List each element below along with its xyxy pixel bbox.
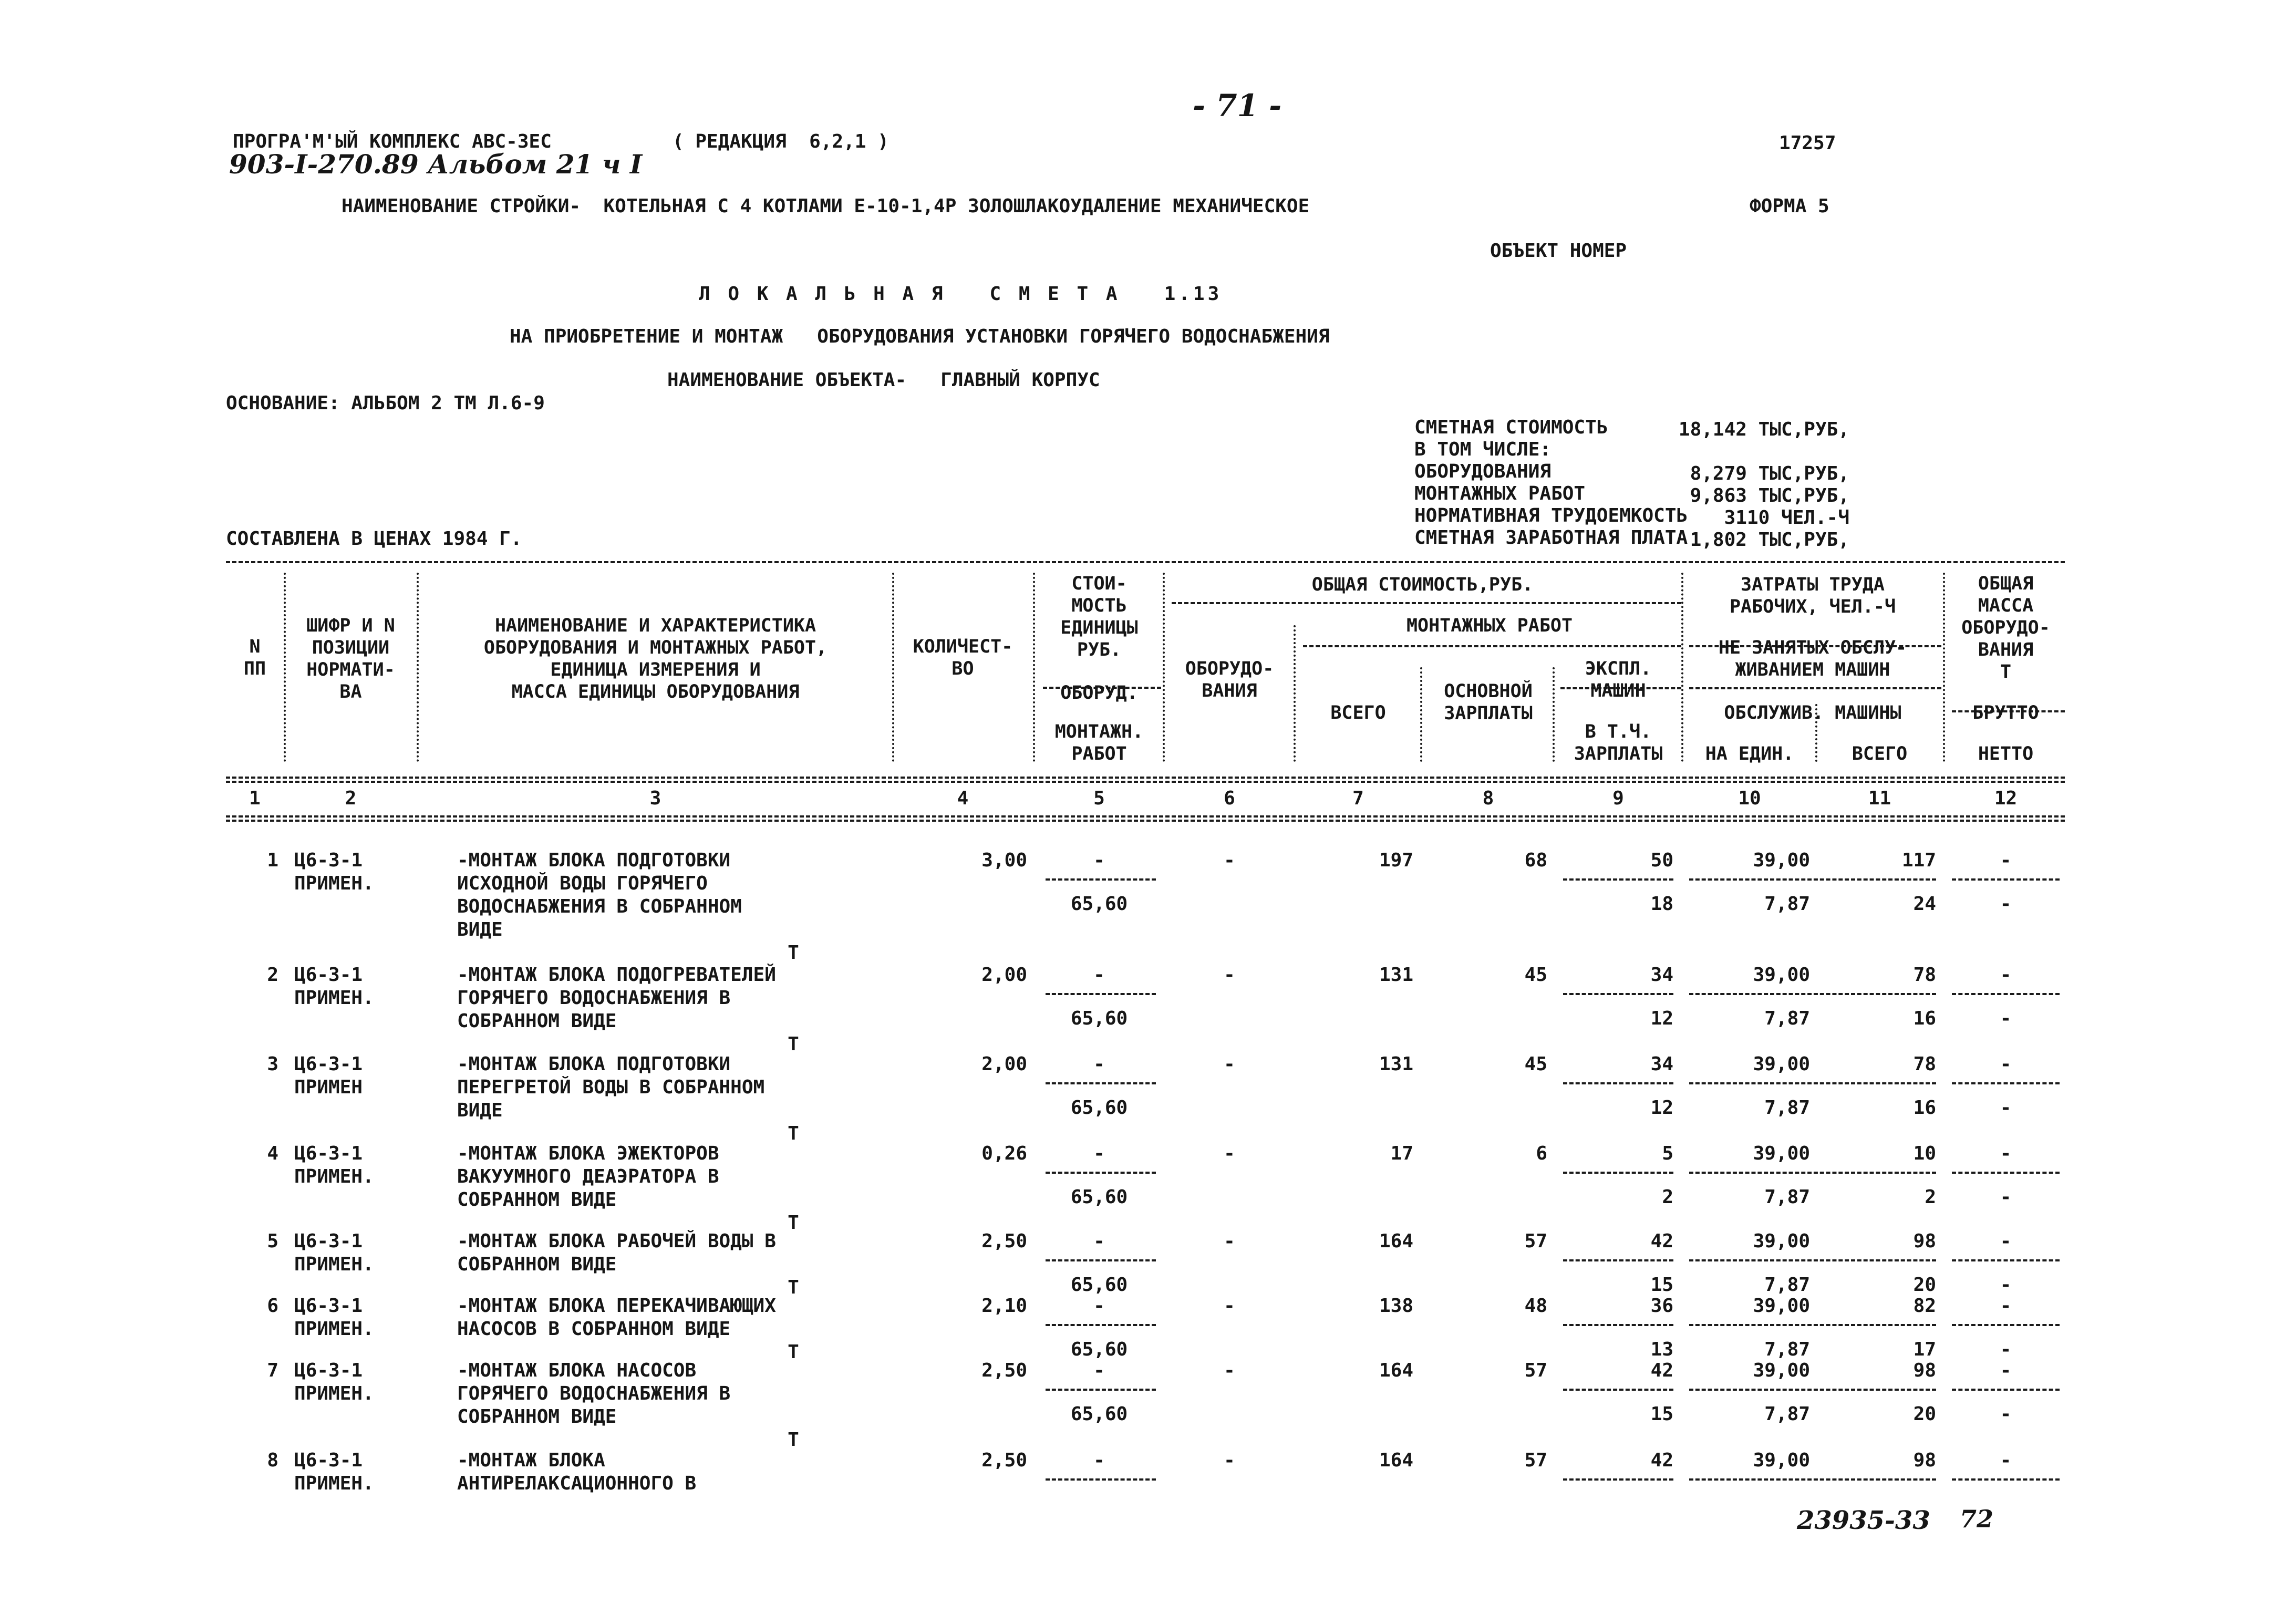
row-apply: ПРИМЕН. bbox=[294, 873, 374, 894]
row-unit-mounting: 65,60 bbox=[1070, 1186, 1128, 1208]
cell-separator bbox=[1689, 1172, 1936, 1174]
row-machine-salary: 15 bbox=[1650, 1274, 1673, 1296]
header-subrule bbox=[1689, 687, 1941, 689]
row-labor-per-unit: 39,00 bbox=[1753, 1143, 1810, 1164]
column-divider bbox=[284, 573, 286, 762]
row-quantity: 2,50 bbox=[981, 1450, 1027, 1471]
row-unit-equipment: - bbox=[1093, 850, 1105, 871]
column-number: 9 bbox=[1612, 788, 1624, 809]
row-equipment: - bbox=[1224, 850, 1235, 871]
row-equipment: - bbox=[1224, 1360, 1235, 1381]
estimate-title: Л О К А Л Ь Н А Я С М Е Т А 1.13 bbox=[699, 283, 1223, 305]
row-code: Ц6-3-1 bbox=[294, 1295, 363, 1317]
column-divider bbox=[1553, 667, 1555, 762]
column-number: 10 bbox=[1738, 788, 1761, 809]
cell-separator bbox=[1952, 1172, 2060, 1174]
row-name-line: ВАКУУМНОГО ДЕАЭРАТОРА В bbox=[457, 1166, 719, 1187]
row-name-line: -МОНТАЖ БЛОКА ПОДОГРЕВАТЕЛЕЙ bbox=[457, 964, 776, 986]
row-code: Ц6-3-1 bbox=[294, 1230, 363, 1252]
cell-separator bbox=[1952, 1082, 2060, 1084]
cell-separator bbox=[1952, 1259, 2060, 1261]
cell-separator bbox=[1563, 993, 1673, 995]
row-labor-total: 98 bbox=[1913, 1450, 1936, 1471]
column-number: 3 bbox=[649, 788, 661, 809]
summary-label: СМЕТНАЯ ЗАРАБОТНАЯ ПЛАТА bbox=[1414, 527, 1688, 549]
summary-value: 18,142 ТЫС,РУБ, bbox=[1678, 419, 1849, 440]
cell-separator bbox=[1046, 1478, 1156, 1481]
cell-separator bbox=[1046, 993, 1156, 995]
column-divider bbox=[1943, 573, 1945, 762]
row-name-line: ПЕРЕГРЕТОЙ ВОДЫ В СОБРАННОМ bbox=[457, 1077, 765, 1098]
header-rule bbox=[226, 777, 2065, 783]
row-labor-per-unit: 39,00 bbox=[1753, 964, 1810, 986]
row-labor-salary-per-unit: 7,87 bbox=[1764, 1186, 1810, 1208]
row-mounting-total: 197 bbox=[1379, 850, 1413, 871]
cell-separator bbox=[1046, 1082, 1156, 1084]
header-code: ШИФР И N ПОЗИЦИИ НОРМАТИ- ВА bbox=[306, 615, 395, 702]
row-number: 5 bbox=[267, 1230, 278, 1252]
cell-separator bbox=[1952, 1478, 2060, 1481]
cell-separator bbox=[1952, 1324, 2060, 1326]
column-divider bbox=[1163, 573, 1165, 762]
row-brutto: - bbox=[2000, 1230, 2012, 1252]
row-quantity: 2,10 bbox=[981, 1295, 1027, 1317]
row-labor-salary-per-unit: 7,87 bbox=[1764, 1403, 1810, 1425]
row-labor-salary-per-unit: 7,87 bbox=[1764, 1339, 1810, 1360]
header-mounting-works: МОНТАЖНЫХ РАБОТ bbox=[1406, 615, 1573, 636]
row-unit-equipment: - bbox=[1093, 964, 1105, 986]
row-machines: 42 bbox=[1650, 1360, 1673, 1381]
row-netto: - bbox=[2000, 1274, 2012, 1296]
row-labor-per-unit: 39,00 bbox=[1753, 1450, 1810, 1471]
row-labor-total-salary: 17 bbox=[1913, 1339, 1936, 1360]
row-unit-equipment: - bbox=[1093, 1450, 1105, 1471]
program-name: ПРОГРА'М'ЫЙ КОМПЛЕКС АВС-3ЕС bbox=[233, 131, 552, 152]
header-labor-not-machines: НЕ ЗАНЯТЫХ ОБСЛУ- ЖИВАНИЕМ МАШИН bbox=[1718, 637, 1907, 680]
row-basic-salary: 57 bbox=[1524, 1360, 1547, 1381]
row-brutto: - bbox=[2000, 1295, 2012, 1317]
row-unit-mounting: 65,60 bbox=[1070, 1097, 1128, 1119]
object-name: НАИМЕНОВАНИЕ ОБЪЕКТА- ГЛАВНЫЙ КОРПУС bbox=[667, 369, 1100, 391]
row-labor-total-salary: 16 bbox=[1913, 1097, 1936, 1119]
column-divider bbox=[417, 573, 419, 762]
header-labor: ЗАТРАТЫ ТРУДА РАБОЧИХ, ЧЕЛ.-Ч bbox=[1729, 574, 1896, 617]
row-code: Ц6-3-1 bbox=[294, 1360, 363, 1381]
row-labor-total: 10 bbox=[1913, 1143, 1936, 1164]
cell-separator bbox=[1046, 878, 1156, 881]
column-number: 7 bbox=[1352, 788, 1364, 809]
summary-value: 3110 ЧЕЛ.-Ч bbox=[1724, 507, 1849, 529]
header-unit-mounting: МОНТАЖН. РАБОТ bbox=[1054, 721, 1144, 764]
row-name-line: -МОНТАЖ БЛОКА ПОДГОТОВКИ bbox=[457, 850, 731, 871]
row-brutto: - bbox=[2000, 1053, 2012, 1075]
row-brutto: - bbox=[2000, 1360, 2012, 1381]
cell-separator bbox=[1689, 1259, 1936, 1261]
row-name-line: ВОДОСНАБЖЕНИЯ В СОБРАННОМ bbox=[457, 896, 742, 917]
row-apply: ПРИМЕН. bbox=[294, 1318, 374, 1340]
row-machine-salary: 15 bbox=[1650, 1403, 1673, 1425]
header-labor-all: ВСЕГО bbox=[1852, 743, 1908, 764]
row-netto: - bbox=[2000, 1008, 2012, 1029]
row-machines: 5 bbox=[1662, 1143, 1673, 1164]
header-unit-cost: СТОИ- МОСТЬ ЕДИНИЦЫ РУБ. bbox=[1060, 573, 1138, 660]
row-equipment: - bbox=[1224, 1450, 1235, 1471]
row-machines: 34 bbox=[1650, 1053, 1673, 1075]
row-name-line: СОБРАННОМ ВИДЕ bbox=[457, 1010, 617, 1032]
row-quantity: 2,50 bbox=[981, 1230, 1027, 1252]
cell-separator bbox=[1689, 1478, 1936, 1481]
cell-separator bbox=[1046, 1172, 1156, 1174]
row-labor-total-salary: 16 bbox=[1913, 1008, 1936, 1029]
summary-value: 8,279 ТЫС,РУБ, bbox=[1690, 463, 1849, 484]
header-mass: ОБЩАЯ МАССА ОБОРУДО- ВАНИЯ Т bbox=[1961, 573, 2050, 682]
row-brutto: - bbox=[2000, 1143, 2012, 1164]
row-labor-total: 98 bbox=[1913, 1230, 1936, 1252]
cell-separator bbox=[1563, 1478, 1673, 1481]
row-machines: 42 bbox=[1650, 1230, 1673, 1252]
cell-separator bbox=[1952, 993, 2060, 995]
column-divider bbox=[1681, 573, 1683, 762]
form-label: ФОРМА 5 bbox=[1750, 195, 1829, 217]
row-apply: ПРИМЕН. bbox=[294, 1254, 374, 1275]
row-name-line: НАСОСОВ В СОБРАННОМ ВИДЕ bbox=[457, 1318, 731, 1340]
row-name-line: -МОНТАЖ БЛОКА ПЕРЕКАЧИВАЮЩИХ bbox=[457, 1295, 776, 1317]
row-number: 4 bbox=[267, 1143, 278, 1164]
cell-separator bbox=[1046, 1259, 1156, 1261]
row-name-line: ИСХОДНОЙ ВОДЫ ГОРЯЧЕГО bbox=[457, 873, 708, 894]
construction-name: НАИМЕНОВАНИЕ СТРОЙКИ- КОТЕЛЬНАЯ С 4 КОТЛАМИ Е-10-1,4Р ЗОЛОШЛАКОУДАЛЕНИЕ МЕХАНИЧЕСКОЕ bbox=[342, 195, 1310, 217]
column-number: 4 bbox=[957, 788, 969, 809]
row-mounting-total: 17 bbox=[1390, 1143, 1413, 1164]
row-unit-mounting: 65,60 bbox=[1070, 1403, 1128, 1425]
row-machines: 36 bbox=[1650, 1295, 1673, 1317]
table-top-rule bbox=[226, 561, 2065, 563]
row-name-line: -МОНТАЖ БЛОКА bbox=[457, 1450, 605, 1471]
cell-separator bbox=[1046, 1324, 1156, 1326]
row-unit: Т bbox=[788, 1033, 799, 1055]
row-labor-total-salary: 20 bbox=[1913, 1274, 1936, 1296]
row-name-line: ГОРЯЧЕГО ВОДОСНАБЖЕНИЯ В bbox=[457, 987, 731, 1009]
row-mounting-total: 138 bbox=[1379, 1295, 1413, 1317]
row-netto: - bbox=[2000, 1403, 2012, 1425]
row-basic-salary: 45 bbox=[1524, 1053, 1547, 1075]
header-incl-salary: В Т.Ч. ЗАРПЛАТЫ bbox=[1574, 721, 1663, 764]
row-labor-per-unit: 39,00 bbox=[1753, 850, 1810, 871]
row-basic-salary: 57 bbox=[1524, 1450, 1547, 1471]
row-netto: - bbox=[2000, 1097, 2012, 1119]
summary-label: В ТОМ ЧИСЛЕ: bbox=[1414, 439, 1552, 460]
cell-separator bbox=[1689, 1389, 1936, 1391]
row-labor-total-salary: 24 bbox=[1913, 893, 1936, 915]
row-unit-equipment: - bbox=[1093, 1295, 1105, 1317]
column-number: 12 bbox=[1994, 788, 2018, 809]
cell-separator bbox=[1563, 1389, 1673, 1391]
row-netto: - bbox=[2000, 1186, 2012, 1208]
row-labor-total: 78 bbox=[1913, 964, 1936, 986]
header-no: N ПП bbox=[243, 636, 266, 679]
row-mounting-total: 164 bbox=[1379, 1360, 1413, 1381]
summary-value: 1,802 ТЫС,РУБ, bbox=[1690, 529, 1849, 551]
row-labor-total: 117 bbox=[1901, 850, 1936, 871]
page-number: - 71 - bbox=[1193, 88, 1282, 123]
row-number: 2 bbox=[267, 964, 278, 986]
row-basic-salary: 45 bbox=[1524, 964, 1547, 986]
row-brutto: - bbox=[2000, 1450, 2012, 1471]
archive-stamp: 23935-33 bbox=[1797, 1506, 1930, 1535]
summary-label: НОРМАТИВНАЯ ТРУДОЕМКОСТЬ bbox=[1414, 505, 1688, 526]
row-unit: Т bbox=[788, 1341, 799, 1363]
row-labor-total-salary: 20 bbox=[1913, 1403, 1936, 1425]
row-labor-total: 82 bbox=[1913, 1295, 1936, 1317]
row-labor-salary-per-unit: 7,87 bbox=[1764, 1008, 1810, 1029]
cell-separator bbox=[1689, 878, 1936, 881]
summary-value: 9,863 ТЫС,РУБ, bbox=[1690, 485, 1849, 506]
cell-separator bbox=[1563, 1324, 1673, 1326]
cell-separator bbox=[1689, 993, 1936, 995]
column-numbers-rule bbox=[226, 815, 2065, 822]
row-name-line: -МОНТАЖ БЛОКА РАБОЧЕЙ ВОДЫ В bbox=[457, 1230, 776, 1252]
column-number: 8 bbox=[1482, 788, 1494, 809]
row-labor-per-unit: 39,00 bbox=[1753, 1360, 1810, 1381]
header-all: ВСЕГО bbox=[1330, 702, 1386, 723]
row-name-line: СОБРАННОМ ВИДЕ bbox=[457, 1254, 617, 1275]
row-labor-per-unit: 39,00 bbox=[1753, 1230, 1810, 1252]
sheet-number: 72 bbox=[1960, 1505, 1994, 1533]
column-number: 5 bbox=[1093, 788, 1105, 809]
row-machines: 34 bbox=[1650, 964, 1673, 986]
header-subrule bbox=[1303, 645, 1681, 647]
row-unit-equipment: - bbox=[1093, 1360, 1105, 1381]
row-code: Ц6-3-1 bbox=[294, 1143, 363, 1164]
row-mounting-total: 131 bbox=[1379, 964, 1413, 986]
header-name: НАИМЕНОВАНИЕ И ХАРАКТЕРИСТИКА ОБОРУДОВАНИЯ И МОНТАЖНЫХ РАБОТ, ЕДИНИЦА ИЗМЕРЕНИЯ И МАССА ЕДИНИЦЫ ОБОРУДОВАНИЯ bbox=[483, 615, 828, 702]
row-unit: Т bbox=[788, 1123, 799, 1144]
header-qty: КОЛИЧЕСТ- ВО bbox=[913, 636, 1013, 679]
row-unit: Т bbox=[788, 942, 799, 964]
column-number: 11 bbox=[1868, 788, 1891, 809]
header-total-cost: ОБЩАЯ СТОИМОСТЬ,РУБ. bbox=[1311, 574, 1534, 595]
row-machines: 42 bbox=[1650, 1450, 1673, 1471]
row-name-line: СОБРАННОМ ВИДЕ bbox=[457, 1189, 617, 1210]
row-labor-total: 98 bbox=[1913, 1360, 1936, 1381]
row-unit-equipment: - bbox=[1093, 1053, 1105, 1075]
document-code: 17257 bbox=[1779, 132, 1836, 154]
row-machine-salary: 12 bbox=[1650, 1097, 1673, 1119]
header-per-unit: НА ЕДИН. bbox=[1705, 743, 1794, 764]
row-code: Ц6-3-1 bbox=[294, 1450, 363, 1471]
row-basic-salary: 48 bbox=[1524, 1295, 1547, 1317]
header-equipment: ОБОРУДО- ВАНИЯ bbox=[1185, 658, 1274, 701]
row-name-line: -МОНТАЖ БЛОКА НАСОСОВ bbox=[457, 1360, 697, 1381]
column-number: 6 bbox=[1224, 788, 1235, 809]
row-number: 6 bbox=[267, 1295, 278, 1317]
row-name-line: ВИДЕ bbox=[457, 1100, 503, 1121]
cell-separator bbox=[1563, 1172, 1673, 1174]
estimate-subtitle: НА ПРИОБРЕТЕНИЕ И МОНТАЖ ОБОРУДОВАНИЯ УСТАНОВКИ ГОРЯЧЕГО ВОДОСНАБЖЕНИЯ bbox=[510, 326, 1330, 347]
row-apply: ПРИМЕН. bbox=[294, 987, 374, 1009]
row-netto: - bbox=[2000, 893, 2012, 915]
row-labor-salary-per-unit: 7,87 bbox=[1764, 1097, 1810, 1119]
row-machine-salary: 13 bbox=[1650, 1339, 1673, 1360]
row-basic-salary: 68 bbox=[1524, 850, 1547, 871]
basis: ОСНОВАНИЕ: АЛЬБОМ 2 ТМ Л.6-9 bbox=[226, 392, 545, 414]
row-name-line: ГОРЯЧЕГО ВОДОСНАБЖЕНИЯ В bbox=[457, 1383, 731, 1404]
row-name-line: -МОНТАЖ БЛОКА ПОДГОТОВКИ bbox=[457, 1053, 731, 1075]
column-divider bbox=[1294, 625, 1296, 762]
row-code: Ц6-3-1 bbox=[294, 1053, 363, 1075]
row-equipment: - bbox=[1224, 964, 1235, 986]
column-divider bbox=[1420, 667, 1422, 762]
header-brutto: БРУТТО bbox=[1972, 702, 2039, 723]
row-machine-salary: 12 bbox=[1650, 1008, 1673, 1029]
column-number: 2 bbox=[345, 788, 357, 809]
header-basic-salary: ОСНОВНОЙ ЗАРПЛАТЫ bbox=[1444, 681, 1533, 724]
row-brutto: - bbox=[2000, 850, 2012, 871]
album-reference: 903-I-270.89 Альбом 21 ч I bbox=[229, 149, 643, 180]
row-labor-total: 78 bbox=[1913, 1053, 1936, 1075]
row-unit-equipment: - bbox=[1093, 1143, 1105, 1164]
row-unit-equipment: - bbox=[1093, 1230, 1105, 1252]
row-quantity: 3,00 bbox=[981, 850, 1027, 871]
row-labor-total-salary: 2 bbox=[1925, 1186, 1936, 1208]
row-unit-mounting: 65,60 bbox=[1070, 1274, 1128, 1296]
row-machine-salary: 18 bbox=[1650, 893, 1673, 915]
row-labor-salary-per-unit: 7,87 bbox=[1764, 1274, 1810, 1296]
row-equipment: - bbox=[1224, 1053, 1235, 1075]
row-unit-mounting: 65,60 bbox=[1070, 893, 1128, 915]
row-unit: Т bbox=[788, 1212, 799, 1234]
summary-label: ОБОРУДОВАНИЯ bbox=[1414, 461, 1552, 482]
row-unit: Т bbox=[788, 1429, 799, 1451]
cell-separator bbox=[1563, 1259, 1673, 1261]
row-number: 1 bbox=[267, 850, 278, 871]
cell-separator bbox=[1563, 1082, 1673, 1084]
row-quantity: 0,26 bbox=[981, 1143, 1027, 1164]
row-brutto: - bbox=[2000, 964, 2012, 986]
summary-label: МОНТАЖНЫХ РАБОТ bbox=[1414, 483, 1586, 504]
object-number: ОБЪЕКТ НОМЕР bbox=[1490, 240, 1627, 262]
row-code: Ц6-3-1 bbox=[294, 850, 363, 871]
row-apply: ПРИМЕН. bbox=[294, 1166, 374, 1187]
row-quantity: 2,50 bbox=[981, 1360, 1027, 1381]
header-netto: НЕТТО bbox=[1978, 743, 2034, 764]
row-labor-per-unit: 39,00 bbox=[1753, 1295, 1810, 1317]
price-level: СОСТАВЛЕНА В ЦЕНАХ 1984 Г. bbox=[226, 528, 522, 550]
row-unit-mounting: 65,60 bbox=[1070, 1339, 1128, 1360]
cell-separator bbox=[1563, 878, 1673, 881]
row-unit: Т bbox=[788, 1277, 799, 1298]
row-name-line: -МОНТАЖ БЛОКА ЭЖЕКТОРОВ bbox=[457, 1143, 719, 1164]
cell-separator bbox=[1689, 1324, 1936, 1326]
row-equipment: - bbox=[1224, 1230, 1235, 1252]
row-name-line: АНТИРЕЛАКСАЦИОННОГО В bbox=[457, 1473, 697, 1494]
row-basic-salary: 57 bbox=[1524, 1230, 1547, 1252]
column-divider bbox=[1033, 573, 1035, 762]
row-name-line: СОБРАННОМ ВИДЕ bbox=[457, 1406, 617, 1427]
summary-label: СМЕТНАЯ СТОИМОСТЬ bbox=[1414, 417, 1608, 438]
row-apply: ПРИМЕН. bbox=[294, 1383, 374, 1404]
row-unit-mounting: 65,60 bbox=[1070, 1008, 1128, 1029]
row-code: Ц6-3-1 bbox=[294, 964, 363, 986]
row-number: 8 bbox=[267, 1450, 278, 1471]
row-netto: - bbox=[2000, 1339, 2012, 1360]
row-labor-per-unit: 39,00 bbox=[1753, 1053, 1810, 1075]
header-subrule bbox=[1172, 602, 1681, 604]
cell-separator bbox=[1046, 1389, 1156, 1391]
cell-separator bbox=[1952, 878, 2060, 881]
row-equipment: - bbox=[1224, 1295, 1235, 1317]
row-machine-salary: 2 bbox=[1662, 1186, 1673, 1208]
row-quantity: 2,00 bbox=[981, 1053, 1027, 1075]
row-quantity: 2,00 bbox=[981, 964, 1027, 986]
header-labor-machines: ОБСЛУЖИВ. МАШИНЫ bbox=[1724, 702, 1901, 723]
cell-separator bbox=[1689, 1082, 1936, 1084]
row-apply: ПРИМЕН bbox=[294, 1077, 363, 1098]
row-mounting-total: 131 bbox=[1379, 1053, 1413, 1075]
column-number: 1 bbox=[249, 788, 261, 809]
row-number: 3 bbox=[267, 1053, 278, 1075]
row-mounting-total: 164 bbox=[1379, 1450, 1413, 1471]
row-apply: ПРИМЕН. bbox=[294, 1473, 374, 1494]
row-labor-salary-per-unit: 7,87 bbox=[1764, 893, 1810, 915]
program-edition: ( РЕДАКЦИЯ 6,2,1 ) bbox=[673, 131, 889, 152]
header-machines: ЭКСПЛ. МАШИН bbox=[1585, 658, 1652, 701]
row-equipment: - bbox=[1224, 1143, 1235, 1164]
row-basic-salary: 6 bbox=[1536, 1143, 1547, 1164]
row-number: 7 bbox=[267, 1360, 278, 1381]
cell-separator bbox=[1952, 1389, 2060, 1391]
row-mounting-total: 164 bbox=[1379, 1230, 1413, 1252]
row-machines: 50 bbox=[1650, 850, 1673, 871]
row-name-line: ВИДЕ bbox=[457, 919, 503, 940]
header-unit-equipment: ОБОРУД. bbox=[1060, 682, 1138, 703]
